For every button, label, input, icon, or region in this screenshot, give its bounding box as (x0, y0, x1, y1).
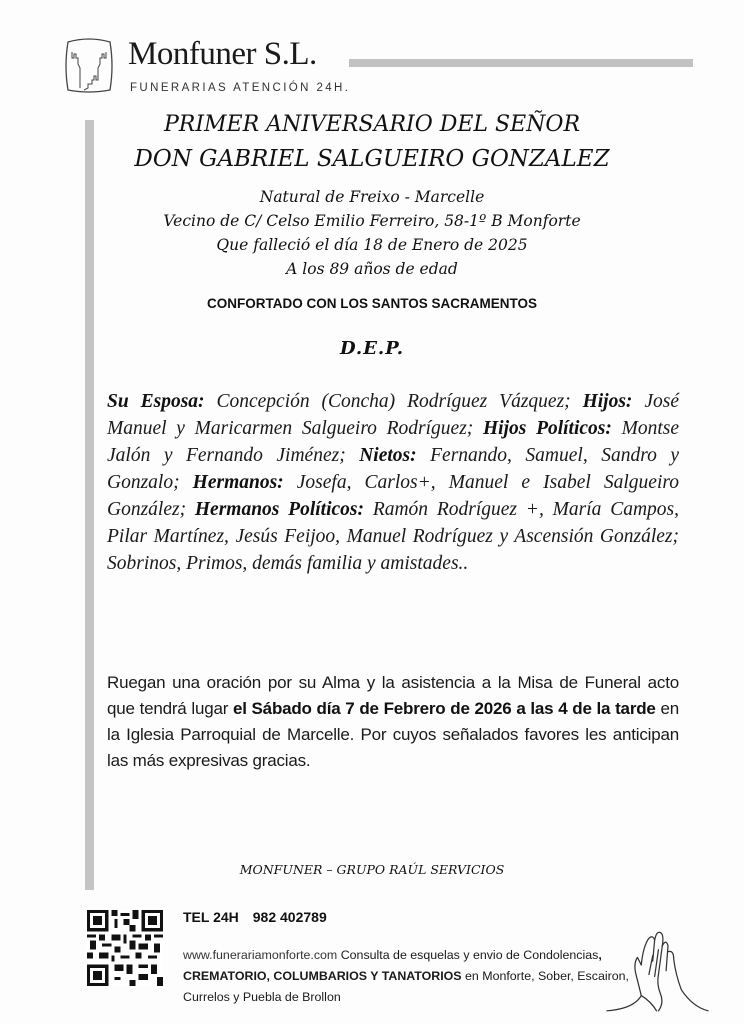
family-text: Montse Jalón y Fernando Jiménez; (107, 418, 680, 466)
dep-line: D.E.P. (339, 338, 405, 359)
top-divider (349, 59, 693, 67)
tel-number[interactable]: 982 402789 (252, 909, 327, 925)
family-text: Ramón Rodríguez +, María Campos, Pilar Martínez, Jesús Feijoo, Manuel Rodríguez y Ascensión González; Sobrinos, Primos, demás familia y amistades.. (107, 499, 679, 574)
family-label: Nietos: (359, 445, 417, 466)
mass-text-2: en la Iglesia Parroquial de Marcelle. Por cuyos señalados favores les anticipan las más expresivas gracias. (107, 699, 679, 770)
brand-name: Monfuner S.L. (128, 36, 317, 72)
info-edad: A los 89 años de edad (286, 260, 458, 278)
praying-hands-icon (605, 915, 710, 1015)
family-text: Josefa, Carlos+, Manuel e Isabel Salgueiro González; (107, 472, 679, 520)
family-paragraph (107, 388, 679, 577)
info-vecino: Vecino de C/ Celso Emilio Ferreiro, 58-1º B Monforte (163, 212, 581, 230)
telephone-line (183, 909, 327, 925)
brand-tagline: FUNERARIAS ATENCIÓN 24H. (130, 82, 351, 94)
family-text: José Manuel y Maricarmen Salgueiro Rodríguez; (107, 391, 680, 439)
mass-paragraph (107, 670, 679, 774)
mass-text-1: Ruegan una oración por su Alma y la asistencia a la Misa de Funeral acto que tendrá lugar (107, 673, 679, 718)
family-label: Hijos Políticos: (483, 418, 612, 439)
family-text: Concepción (Concha) Rodríguez Vázquez; (204, 391, 583, 412)
mass-date: el Sábado día 7 de Febrero de 2026 a las 4 de la tarde (232, 699, 656, 718)
info-fallecio: Que falleció el día 18 de Enero de 2025 (216, 236, 528, 254)
sacramentos-line: CONFORTADO CON LOS SANTOS SACRAMENTOS (206, 296, 537, 311)
family-text: Fernando, Samuel, Sandro y Gonzalo; (107, 445, 679, 493)
group-name: MONFUNER – GRUPO RAÚL SERVICIOS (239, 862, 505, 877)
footer-text-2: en Monforte, Sober, Escairon, Currelos y Puebla de Brollon (183, 969, 629, 1004)
family-label: Hijos: (582, 391, 633, 412)
title-line-1: PRIMER ANIVERSARIO DEL SEÑOR (163, 112, 581, 137)
website-link[interactable]: www.funerariamonforte.com (183, 948, 338, 962)
castle-tower-logo-icon (62, 36, 116, 96)
footer-text (183, 945, 643, 1008)
tel-label: TEL 24H (183, 909, 239, 925)
title-line-2: DON GABRIEL SALGUEIRO GONZALEZ (134, 146, 610, 172)
footer-services: , CREMATORIO, COLUMBARIOS Y TANATORIOS (183, 948, 602, 983)
footer-text-1: Consulta de esquelas y envio de Condolencias (337, 948, 599, 962)
info-natural: Natural de Freixo - Marcelle (259, 188, 485, 206)
family-label: Su Esposa: (107, 391, 205, 412)
qr-code-icon[interactable] (87, 910, 163, 986)
family-label: Hermanos Políticos: (194, 499, 365, 520)
family-label: Hermanos: (192, 472, 284, 493)
